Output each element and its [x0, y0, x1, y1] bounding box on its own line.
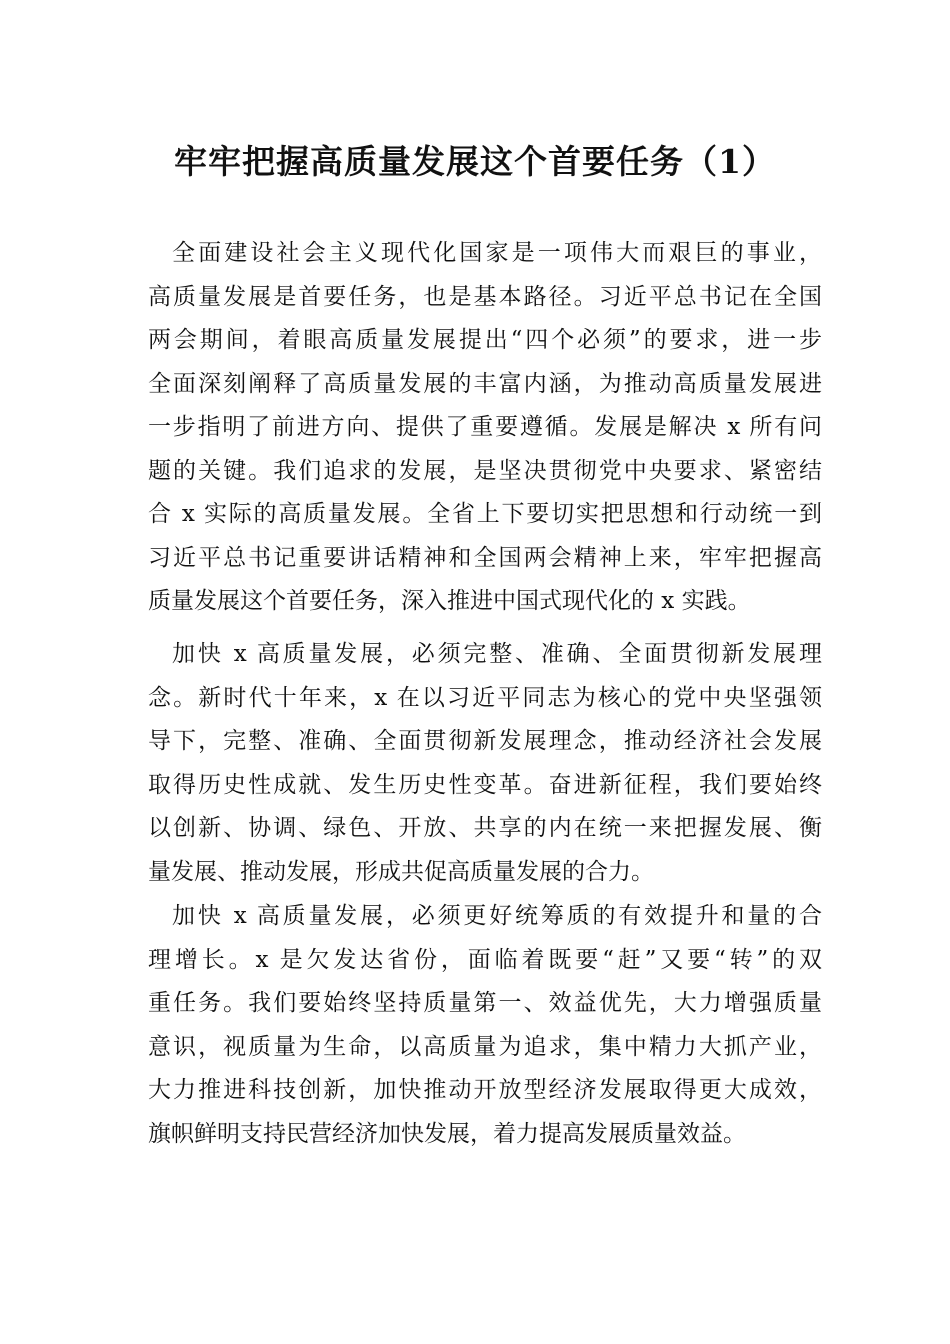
- paragraph-3: [148, 895, 822, 1156]
- text-line: 全面深刻阐释了高质量发展的丰富内涵，为推动高质量发展进: [148, 370, 822, 397]
- text-line: 理增长。x 是欠发达省份，面临着既要“赶”又要“转”的双: [148, 946, 822, 973]
- text-line: 质量发展这个首要任务，深入推进中国式现代化的 x 实践。: [148, 588, 751, 614]
- text-line: 大力推进科技创新，加快推动开放型经济发展取得更大成效，: [148, 1077, 822, 1103]
- text-line: 题的关键。我们追求的发展，是坚决贯彻党中央要求、紧密结: [148, 457, 822, 484]
- document-title: 牢牢把握高质量发展这个首要任务（1）: [174, 142, 776, 181]
- text-line: 取得历史性成就、发生历史性变革。奋进新征程，我们要始终: [148, 771, 822, 798]
- text-line: 全面建设社会主义现代化国家是一项伟大而艰巨的事业，: [172, 240, 822, 266]
- text-line: 旗帜鲜明支持民营经济加快发展，着力提高发展质量效益。: [148, 1120, 746, 1147]
- paragraph-1: [148, 232, 822, 624]
- text-line: 意识，视质量为生命，以高质量为追求，集中精力大抓产业，: [148, 1033, 822, 1060]
- text-line: 以创新、协调、绿色、开放、共享的内在统一来把握发展、衡: [148, 815, 822, 841]
- text-line: 两会期间，着眼高质量发展提出“四个必须”的要求，进一步: [148, 327, 822, 353]
- text-line: 念。新时代十年来，x 在以习近平同志为核心的党中央坚强领: [148, 684, 822, 711]
- text-line: 重任务。我们要始终坚持质量第一、效益优先，大力增强质量: [148, 990, 822, 1016]
- text-line: 高质量发展是首要任务，也是基本路径。习近平总书记在全国: [148, 283, 822, 310]
- text-line: 习近平总书记重要讲话精神和全国两会精神上来，牢牢把握高: [148, 544, 822, 571]
- text-line: 一步指明了前进方向、提供了重要遵循。发展是解决 x 所有问: [148, 414, 822, 440]
- text-line: 加快 x 高质量发展，必须更好统筹质的有效提升和量的合: [172, 903, 822, 929]
- text-line: 加快 x 高质量发展，必须完整、准确、全面贯彻新发展理: [172, 641, 822, 667]
- paragraph-2: [148, 633, 822, 894]
- text-line: 量发展、推动发展，形成共促高质量发展的合力。: [148, 858, 654, 885]
- text-line: 合 x 实际的高质量发展。全省上下要切实把思想和行动统一到: [148, 501, 822, 527]
- text-line: 导下，完整、准确、全面贯彻新发展理念，推动经济社会发展: [148, 728, 822, 754]
